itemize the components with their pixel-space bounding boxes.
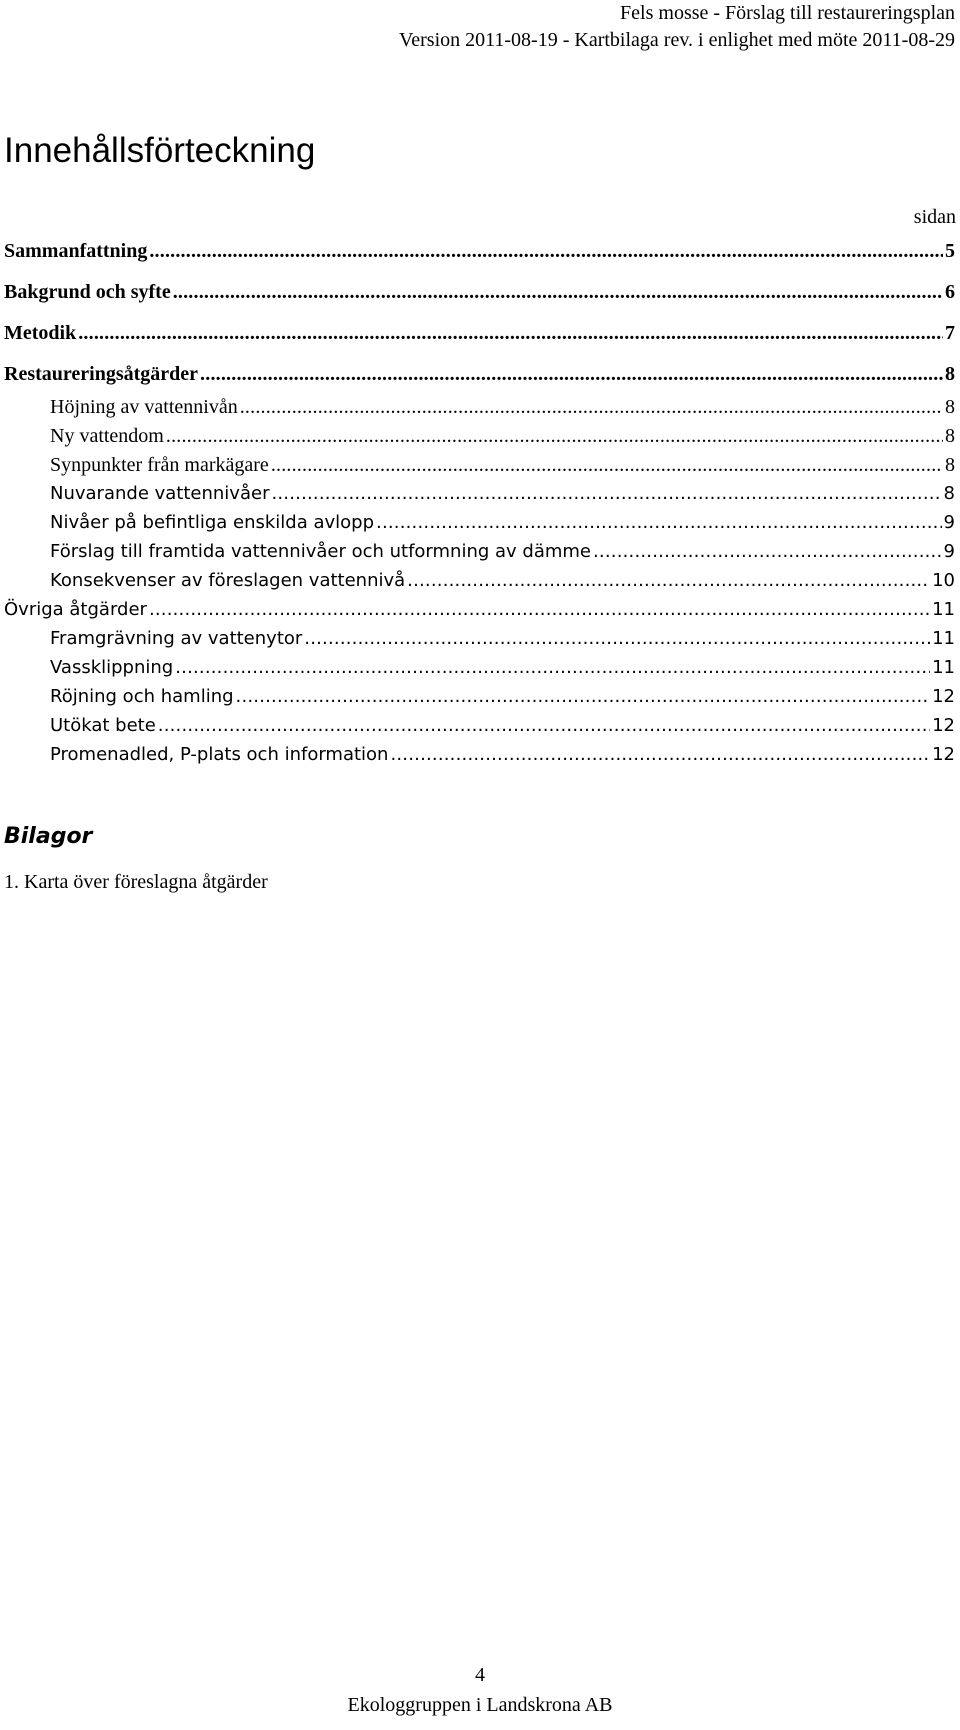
toc-leader-dots [173, 281, 943, 304]
document-header [399, 0, 955, 54]
toc-entry[interactable] [4, 425, 955, 454]
toc-entry[interactable] [4, 715, 955, 744]
toc-entry[interactable] [4, 628, 955, 657]
toc-entry[interactable] [4, 483, 955, 512]
toc-entry[interactable] [4, 363, 955, 396]
toc-entry-label: Ny vattendom [50, 425, 164, 447]
toc-entry[interactable] [4, 240, 955, 281]
toc-entry-label: Förslag till framtida vattennivåer och utformning av dämme [50, 541, 592, 562]
toc-entry[interactable] [4, 454, 955, 483]
toc-entry-page: 11 [932, 599, 955, 620]
toc-leader-dots [304, 628, 930, 649]
table-of-contents [4, 240, 955, 773]
toc-leader-dots [166, 425, 943, 448]
toc-entry[interactable] [4, 322, 955, 363]
toc-entry-label: Vassklippning [50, 657, 174, 678]
toc-entry-page: 5 [945, 240, 955, 262]
toc-entry-label: Röjning och hamling [50, 686, 234, 707]
toc-entry-page: 12 [932, 686, 955, 707]
toc-leader-dots [149, 240, 943, 263]
toc-entry-label: Konsekvenser av föreslagen vattennivå [50, 570, 406, 591]
toc-entry-page: 11 [932, 657, 955, 678]
toc-entry-label: Utökat bete [50, 715, 156, 736]
toc-leader-dots [236, 686, 931, 707]
toc-leader-dots [149, 599, 930, 620]
toc-entry-label: Restaureringsåtgärder [4, 363, 199, 385]
toc-entry[interactable] [4, 512, 955, 541]
toc-page-label: sidan [913, 206, 956, 228]
toc-title: Innehållsförteckning [4, 131, 316, 170]
toc-entry-label: Framgrävning av vattenytor [50, 628, 303, 649]
toc-entry[interactable] [4, 657, 955, 686]
toc-leader-dots [390, 744, 930, 765]
header-version: Version 2011-08-19 - Kartbilaga rev. i enlighet med möte 2011-08-29 [399, 29, 955, 51]
appendix-item: 1. Karta över föreslagna åtgärder [4, 871, 268, 893]
toc-leader-dots [240, 396, 943, 419]
toc-entry[interactable] [4, 396, 955, 425]
toc-leader-dots [158, 715, 930, 736]
toc-entry[interactable] [4, 599, 955, 628]
toc-entry-page: 7 [945, 322, 955, 344]
toc-entry-page: 12 [932, 715, 955, 736]
toc-entry[interactable] [4, 570, 955, 599]
toc-entry[interactable] [4, 281, 955, 322]
toc-leader-dots [271, 454, 943, 477]
toc-leader-dots [175, 657, 930, 678]
toc-entry-page: 9 [943, 541, 955, 562]
page-number: 4 [475, 1664, 485, 1686]
toc-entry-label: Promenadled, P-plats och information [50, 744, 389, 765]
header-title: Fels mosse - Förslag till restaureringsplan [620, 2, 955, 24]
toc-entry[interactable] [4, 744, 955, 773]
toc-leader-dots [271, 483, 941, 504]
toc-leader-dots [200, 363, 943, 386]
toc-entry-page: 9 [943, 512, 955, 533]
toc-entry-page: 8 [943, 483, 955, 504]
appendix-title: Bilagor [4, 824, 93, 849]
document-footer [0, 1660, 960, 1720]
toc-leader-dots [407, 570, 930, 591]
toc-leader-dots [376, 512, 942, 533]
toc-entry-page: 8 [945, 425, 955, 447]
toc-entry-label: Höjning av vattennivån [50, 396, 238, 418]
toc-entry-page: 11 [932, 628, 955, 649]
toc-entry-label: Bakgrund och syfte [4, 281, 171, 303]
toc-entry-label: Nuvarande vattennivåer [50, 483, 270, 504]
footer-company: Ekologgruppen i Landskrona AB [347, 1694, 613, 1716]
toc-entry[interactable] [4, 541, 955, 570]
toc-entry[interactable] [4, 686, 955, 715]
toc-entry-page: 8 [945, 454, 955, 476]
toc-leader-dots [593, 541, 942, 562]
toc-entry-label: Metodik [4, 322, 77, 344]
toc-entry-label: Nivåer på befintliga enskilda avlopp [50, 512, 375, 533]
toc-entry-page: 12 [932, 744, 955, 765]
toc-entry-page: 8 [945, 396, 955, 418]
toc-entry-label: Synpunkter från markägare [50, 454, 269, 476]
toc-entry-page: 6 [945, 281, 955, 303]
toc-entry-page: 10 [932, 570, 955, 591]
toc-entry-label: Sammanfattning [4, 240, 148, 262]
toc-entry-label: Övriga åtgärder [4, 599, 147, 620]
toc-entry-page: 8 [945, 363, 955, 385]
toc-leader-dots [78, 322, 943, 345]
